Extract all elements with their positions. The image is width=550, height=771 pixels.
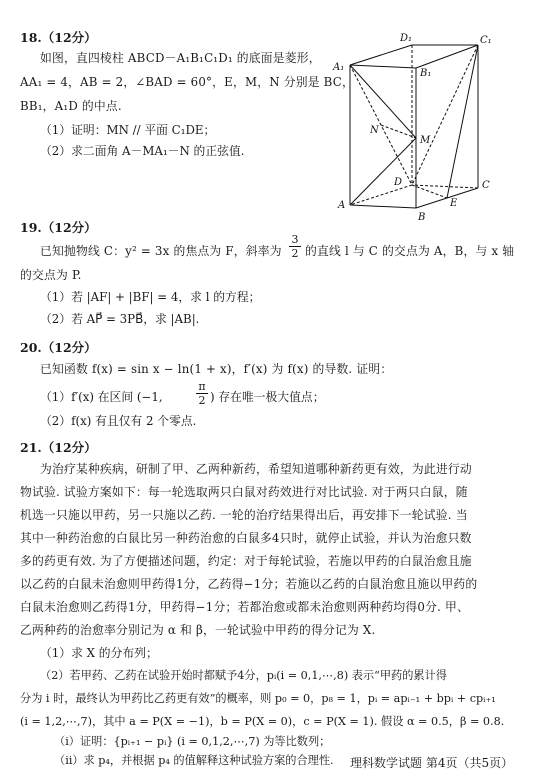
edge-b1-a1 xyxy=(350,65,416,68)
q21-line-8: 乙两种药的治愈率分别记为 α 和 β，一轮试验中甲药的得分记为 X. xyxy=(20,623,376,637)
label-m: M xyxy=(420,135,431,146)
q18-part-1: （1）证明：MN // 平面 C₁DE； xyxy=(40,123,216,137)
q21-part-2-line-2: 分为 i 时，最终认为甲药比乙药更有效”的概率，则 p₀ = 0，p₈ = 1，pᵢ = apᵢ₋₁ + bpᵢ + cpᵢ₊₁ xyxy=(20,692,496,705)
q19-part-1: （1）若 |AF| + |BF| = 4，求 l 的方程； xyxy=(40,290,261,304)
q20-frac-den: 2 xyxy=(198,394,206,407)
q21-line-7: 白鼠未治愈则乙药得1分，甲药得−1分；若都治愈或都未治愈则两种药均得0分. 甲、 xyxy=(20,600,469,614)
line-c1-e xyxy=(447,45,478,198)
line-a-m xyxy=(350,138,416,205)
label-d: D xyxy=(394,177,403,188)
q18-part-2: （2）求二面角 A－MA₁－N 的正弦值. xyxy=(40,144,245,158)
label-a1: A₁ xyxy=(333,62,345,73)
edge-a1-d1 xyxy=(350,45,412,65)
q21-part-1: （1）求 X 的分布列； xyxy=(40,646,158,660)
q20-part-1b: ) 存在唯一极大值点； xyxy=(210,390,325,404)
q20-line-1: 已知函数 f(x) = sin x − ln(1 + x)，f′(x) 为 f(x) 的导数. 证明： xyxy=(40,362,393,376)
q20-part-1a: （1）f′(x) 在区间 (−1, xyxy=(40,390,163,404)
q19-frac-den: 2 xyxy=(291,247,299,260)
q18-line-3: BB₁，A₁D 的中点. xyxy=(20,99,122,113)
q19-part-2: （2）若 AP⃗ = 3PB⃗，求 |AB|. xyxy=(40,312,200,326)
q21-line-1: 为治疗某种疾病，研制了甲、乙两种新药，希望知道哪种新药更有效，为此进行动 xyxy=(40,462,472,476)
label-c1: C₁ xyxy=(480,35,492,46)
label-c: C xyxy=(482,180,490,191)
q19-line-2: 的交点为 P. xyxy=(20,268,82,282)
q20-frac-num: π xyxy=(196,380,208,394)
label-e: E xyxy=(450,198,458,209)
page-footer: 理科数学试题 第4页（共5页） xyxy=(350,756,514,770)
label-b1: B₁ xyxy=(420,68,432,79)
q21-number: 21.（12分） xyxy=(20,440,97,455)
line-d-e xyxy=(412,185,447,198)
q19-number: 19.（12分） xyxy=(20,220,97,235)
q21-line-4: 其中一种药治愈的白鼠比另一种药治愈的白鼠多4只时，就停止试验，并认为治愈只数 xyxy=(20,531,472,545)
q20-frac xyxy=(196,380,208,407)
q21-line-2: 物试验. 试验方案如下：每一轮选取两只白鼠对药效进行对比试验. 对于两只白鼠，随 xyxy=(20,485,468,499)
q21-sub-2: （ⅱ）求 p₄，并根据 p₄ 的值解释这种试验方案的合理性. xyxy=(54,754,334,767)
prism-figure xyxy=(330,30,540,220)
q19-frac-num: 3 xyxy=(289,233,301,247)
edge-c-d xyxy=(412,185,478,188)
q21-line-6: 以乙药的白鼠未治愈则甲药得1分，乙药得−1分；若施以乙药的白鼠治愈且施以甲药的 xyxy=(20,577,478,591)
q19-line-1a: 已知抛物线 C：y² = 3x 的焦点为 F，斜率为 xyxy=(40,244,282,258)
line-a1-m xyxy=(350,65,416,138)
q19-frac xyxy=(289,233,301,260)
label-d1: D₁ xyxy=(400,33,413,44)
q18-number: 18.（12分） xyxy=(20,30,97,45)
q21-sub-1: （ⅰ）证明：{pᵢ₊₁ − pᵢ} (i = 0,1,2,⋯,7) 为等比数列； xyxy=(54,735,331,748)
q20-number: 20.（12分） xyxy=(20,340,97,355)
q18-line-1: 如图，直四棱柱 ABCD－A₁B₁C₁D₁ 的底面是菱形， xyxy=(40,51,321,65)
q21-line-5: 多的药更有效. 为了方便描述问题，约定：对于每轮试验，若施以甲药的白鼠治愈且施 xyxy=(20,554,472,568)
q21-line-3: 机选一只施以甲药，另一只施以乙药. 一轮的治疗结果得出后，再安排下一轮试验. 当 xyxy=(20,508,468,522)
edge-a-b xyxy=(350,205,416,208)
q19-line-1b: 的直线 l 与 C 的交点为 A，B，与 x 轴 xyxy=(305,244,515,258)
q21-part-2-line-3: (i = 1,2,⋯,7)，其中 a = P(X = −1)，b = P(X = 0)，c = P(X = 1). 假设 α = 0.5，β = 0.8. xyxy=(20,715,505,728)
q18-line-2: AA₁ = 4，AB = 2，∠BAD = 60°，E，M，N 分别是 BC， xyxy=(20,75,354,89)
q21-part-2-line-1: （2）若甲药、乙药在试验开始时都赋予4分，pᵢ(i = 0,1,⋯,8) 表示“甲药的累计得 xyxy=(40,669,447,682)
label-a: A xyxy=(338,200,346,211)
label-b: B xyxy=(418,212,426,220)
q20-part-2: （2）f(x) 有且仅有 2 个零点. xyxy=(40,414,197,428)
label-n: N xyxy=(370,125,379,136)
